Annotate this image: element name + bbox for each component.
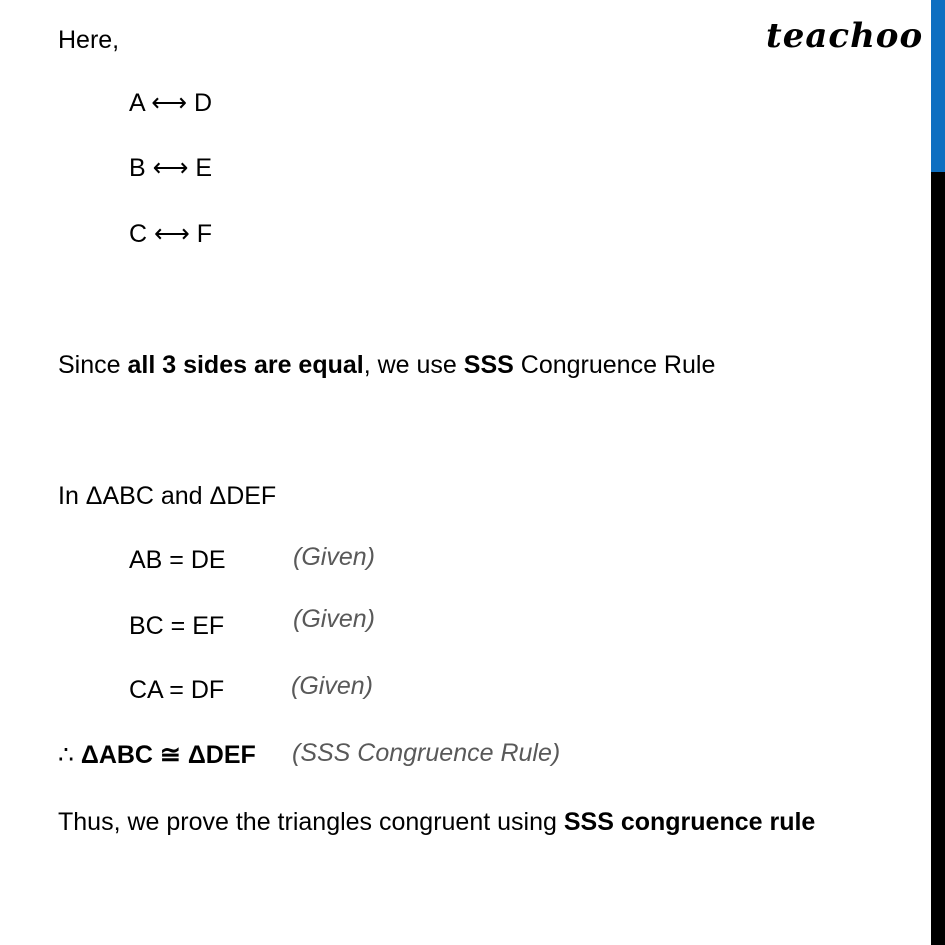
since-bold-sides: all 3 sides are equal xyxy=(127,351,364,379)
scrollbar-thumb[interactable] xyxy=(931,0,945,172)
intro-text: Here, xyxy=(58,26,120,54)
since-post: Congruence Rule xyxy=(513,351,716,379)
correspondence-c-f: C ⟷ F xyxy=(129,220,213,248)
since-bold-sss: SSS xyxy=(463,351,514,379)
correspondence-a-d: A ⟷ D xyxy=(129,89,213,117)
reason-sss: (SSS Congruence Rule) xyxy=(292,739,561,767)
thus-bold: SSS congruence rule xyxy=(563,808,816,836)
reason-given-3: (Given) xyxy=(291,672,373,700)
step-ab-de: AB = DE xyxy=(129,546,226,574)
reason-given-1: (Given) xyxy=(293,543,375,571)
correspondence-b-e: B ⟷ E xyxy=(129,154,213,182)
conclusion-statement: ΔABC ≅ ΔDEF xyxy=(80,741,256,769)
thus-sentence xyxy=(58,807,815,837)
reason-given-2: (Given) xyxy=(293,605,375,633)
since-mid: , we use xyxy=(363,351,464,379)
thus-pre: Thus, we prove the triangles congruent using xyxy=(58,808,564,836)
since-sentence xyxy=(58,350,715,380)
in-triangles-text: In ΔABC and ΔDEF xyxy=(58,482,277,510)
step-bc-ef: BC = EF xyxy=(129,612,225,640)
step-ca-df: CA = DF xyxy=(129,676,225,704)
scrollbar-track[interactable] xyxy=(931,172,945,945)
teachoo-logo: teachoo xyxy=(766,16,924,56)
since-pre: Since xyxy=(58,351,128,379)
therefore-symbol: ∴ xyxy=(58,741,81,769)
conclusion xyxy=(58,740,256,770)
